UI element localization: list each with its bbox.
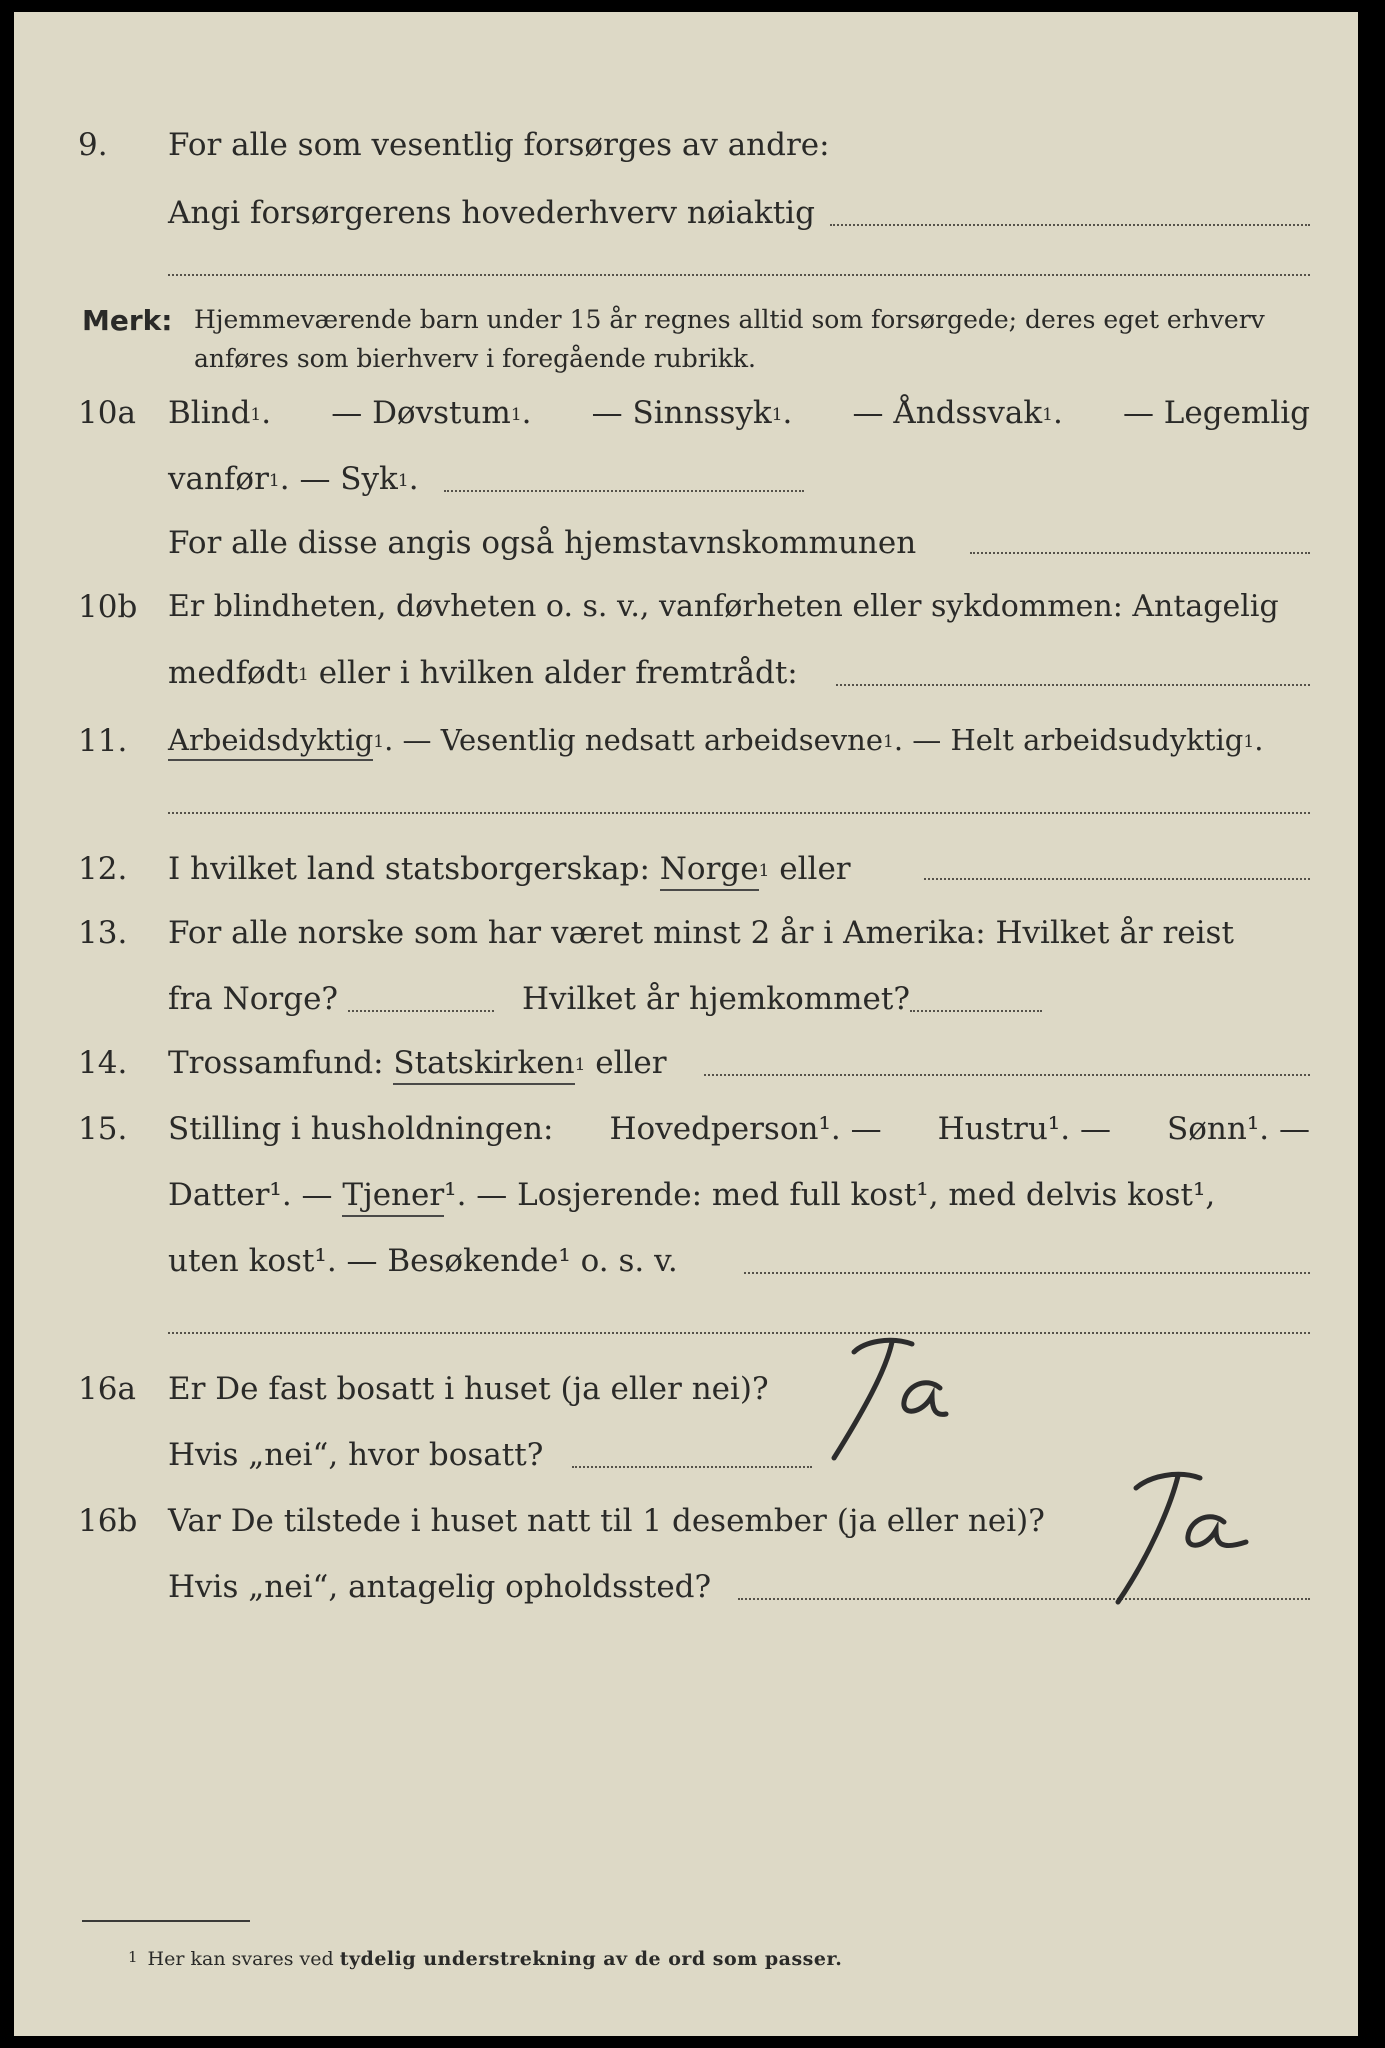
q10b-text: Er blindheten, døvheten o. s. v., vanførheten eller sykdommen: Antagelig <box>168 589 1279 624</box>
q14-fill-line[interactable] <box>704 1074 1310 1076</box>
q12-number: 12. <box>78 851 128 887</box>
footnote <box>128 1948 842 1970</box>
opt-arbeidsdyktig[interactable]: Arbeidsdyktig <box>168 723 373 761</box>
footnote-ref: 1 <box>1243 732 1255 752</box>
merk-label: Merk: <box>82 304 173 337</box>
footnote-rule <box>82 1920 250 1922</box>
opt-blind[interactable]: Blind <box>168 395 251 431</box>
q16a-text: Er De fast bosatt i huset (ja eller nei)? <box>168 1371 769 1407</box>
q13-number: 13. <box>78 915 128 951</box>
footnote-ref: 1 <box>250 405 262 425</box>
opt-statskirken[interactable]: Statskirken <box>393 1045 574 1085</box>
opt-legemlig[interactable]: — Legemlig <box>1122 395 1310 431</box>
q14-text: Trossamfund: <box>168 1045 394 1081</box>
q10b-number: 10b <box>78 589 138 625</box>
q10a-options: Blind$^1$. — Døvstum$^1$. — Sinnssyk$^1$. — Åndssvak$^1$. — Legemlig <box>168 395 1310 431</box>
merk-text: Hjemmeværende barn under 15 år regnes alltid som forsørgede; deres eget erhverv <box>194 305 1265 334</box>
q9-fill-line-2[interactable] <box>168 274 1310 276</box>
opt-sinnssyk[interactable]: — Sinnssyk <box>591 395 772 431</box>
q16b-number: 16b <box>78 1503 138 1539</box>
footnote-bold: tydelig understrekning av de ord som passer. <box>339 1948 843 1970</box>
q14-eller: eller <box>585 1045 667 1081</box>
q13-fill-hjemkommet[interactable] <box>910 1010 1042 1012</box>
q10a-text3: For alle disse angis også hjemstavnskommunen <box>168 525 917 561</box>
q16a-text2: Hvis „nei“, hvor bosatt? <box>168 1437 544 1473</box>
q15-fill-line[interactable] <box>744 1272 1310 1274</box>
opt-medfodt[interactable]: medfødt <box>168 655 299 691</box>
opt-syk[interactable]: . — Syk <box>279 461 398 497</box>
opt-nedsatt[interactable]: . — Vesentlig nedsatt arbeidsevne <box>384 723 883 757</box>
q12-text: I hvilket land statsborgerskap: <box>168 851 660 887</box>
q15-text2: ¹. — Losjerende: med full kost¹, med delvis kost¹, <box>444 1177 1216 1213</box>
footnote-ref: 1 <box>882 732 894 752</box>
q13-text2a: fra Norge? <box>168 981 339 1017</box>
footnote-ref: 1 <box>397 471 409 491</box>
opt-datter[interactable]: Datter¹. — <box>168 1177 343 1213</box>
q13-text2b: Hvilket år hjemkommet? <box>522 981 910 1017</box>
q15-number: 15. <box>78 1111 128 1147</box>
q10b-text2: eller i hvilken alder fremtrådt: <box>308 655 798 691</box>
q12-fill-line[interactable] <box>924 878 1310 880</box>
opt-sonn[interactable]: Sønn¹. — <box>1167 1111 1310 1147</box>
q10a-number: 10a <box>78 395 136 431</box>
q9-text2: Angi forsørgerens hovederhverv nøiaktig <box>168 195 815 231</box>
q16b-text2: Hvis „nei“, antagelig opholdssted? <box>168 1569 712 1605</box>
q10a-fill-line[interactable] <box>444 490 804 492</box>
opt-dovstum[interactable]: — Døvstum <box>331 395 511 431</box>
q16b-answer-handwriting <box>1074 1462 1254 1612</box>
opt-vanfor[interactable]: vanfør <box>168 461 269 497</box>
q10b-fill-line[interactable] <box>836 684 1310 686</box>
q16b-text: Var De tilstede i huset natt til 1 desember (ja eller nei)? <box>168 1503 1045 1539</box>
opt-udyktig[interactable]: . — Helt arbeidsudyktig <box>893 723 1244 757</box>
merk-text2: anføres som bierhverv i foregående rubrikk. <box>194 344 756 373</box>
q10a-fill-line-2[interactable] <box>970 552 1310 554</box>
q11-fill-line[interactable] <box>168 812 1310 814</box>
q15-text: Stilling i husholdningen: <box>168 1111 554 1147</box>
q15-options <box>168 1111 1310 1147</box>
opt-norge[interactable]: Norge <box>660 851 759 891</box>
footnote-ref: 1 <box>758 861 770 881</box>
footnote-ref: 1 <box>771 405 783 425</box>
q16a-answer-handwriting <box>794 1330 954 1470</box>
q9-text: For alle som vesentlig forsørges av andre: <box>168 127 830 163</box>
q15-text3: uten kost¹. — Besøkende¹ o. s. v. <box>168 1243 678 1279</box>
footnote-ref: 1 <box>268 471 280 491</box>
q11-period: . <box>1254 723 1264 757</box>
q13-text: For alle norske som har været minst 2 år i Amerika: Hvilket år reist <box>168 915 1234 951</box>
footnote-ref: 1 <box>574 1055 586 1075</box>
footnote-mark: 1 <box>128 1948 138 1966</box>
q12-eller: eller <box>769 851 851 887</box>
q13-fill-reist[interactable] <box>348 1010 494 1012</box>
opt-hovedperson[interactable]: Hovedperson¹. — <box>609 1111 882 1147</box>
opt-hustru[interactable]: Hustru¹. — <box>937 1111 1111 1147</box>
q15-fill-line-2[interactable] <box>168 1332 1310 1334</box>
q16a-fill-line[interactable] <box>572 1466 812 1468</box>
footnote-ref: 1 <box>510 405 522 425</box>
footnote-text: Her kan svares ved <box>147 1948 340 1970</box>
q16a-number: 16a <box>78 1371 136 1407</box>
opt-tjener[interactable]: Tjener <box>342 1177 444 1217</box>
footnote-ref: 1 <box>373 732 385 752</box>
footnote-ref: 1 <box>1042 405 1053 425</box>
q9-fill-line[interactable] <box>830 224 1310 226</box>
opt-andssvak[interactable]: — Åndssvak <box>852 395 1043 431</box>
footnote-ref: 1 <box>298 665 309 685</box>
q11-number: 11. <box>78 723 128 759</box>
q14-number: 14. <box>78 1045 128 1081</box>
census-form-page: 9. For alle som vesentlig forsørges av andre: Angi forsørgerens hovederhverv nøiaktig Merk: Hjemmeværende barn under 15 år regnes alltid som forsørgede; deres eget erhverv anføres som bierhverv i foregående rubrikk. 10a Blind$^1$. — Døvstum$^1$. — Sinnssyk$^1$. — Åndssvak$^1$. — Legemlig vanfør$^1$. — Syk$^1$. For alle disse angis også hjemstavnskommunen 10b Er blindheten, døvheten o. s. v., vanførheten eller sykdommen: Antagelig medfødt$^1$ eller i hvilken alder fremtrådt: 11. Arbeidsdyktig$^1$. — Vesentlig nedsatt arbeidsevne$^1$. — Helt arbeidsudyktig$^1$. 12. I hvilket land statsborgerskap: Norge$^1$ eller 13. For alle norske som har været minst 2 år i Amerika: Hvilket år reist fra Norge? Hvilket år hjemkommet? 14. Trossamfund: Statskirken$^1$ eller 15. Stilling i husholdningen: Hovedperson¹. — Hustru¹. — Sønn¹. — Datter¹. — Tjener¹. — Losjerende: med full kost¹, med delvis kost¹, uten kost¹. — Besøkende¹ o. s. v. 16a Er De fast bosatt i huset (ja eller nei)? Hvis „nei“, hvor bosatt? 16b Var De tilstede i huset natt til 1 desember (ja eller nei)? Hvis „nei“, antagelig opholdssted? 1 Her kan svares ved tydelig understrekning av de ord som passer. <box>14 12 1358 2036</box>
q9-number: 9. <box>78 127 108 163</box>
